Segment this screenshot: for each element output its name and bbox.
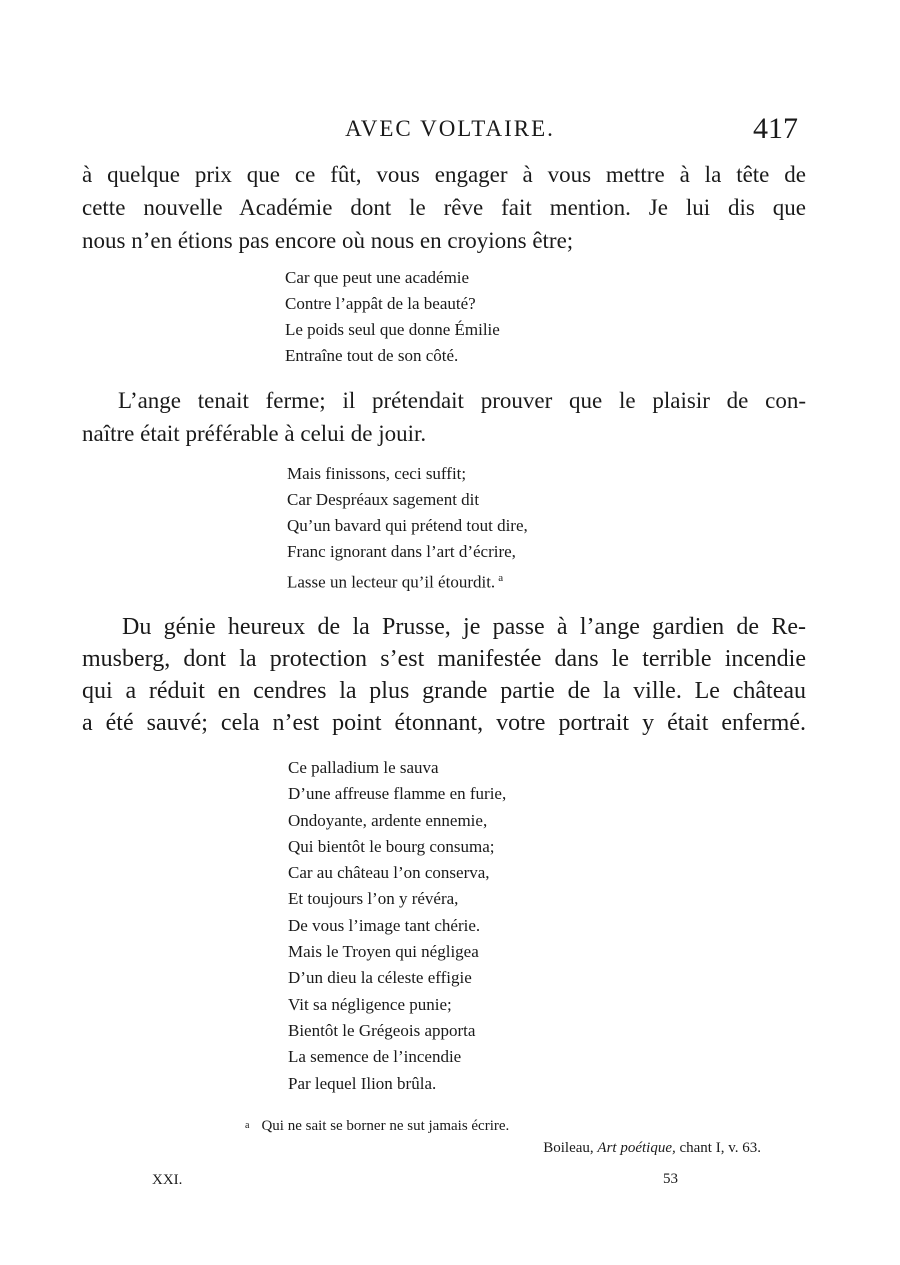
citation-work: Art poétique, (597, 1140, 676, 1156)
paragraph-3 (82, 611, 806, 739)
running-title: AVEC VOLTAIRE. (345, 116, 555, 141)
footnote (245, 1115, 765, 1159)
footnote-quote-line (245, 1115, 765, 1137)
verse-line: De vous l’image tant chérie. (288, 915, 481, 935)
verse-line-with-note (287, 565, 528, 596)
verse-line: Bientôt le Grégeois apporta (288, 1020, 476, 1040)
verse-line: D’une affreuse flamme en furie, (288, 784, 507, 804)
paragraph-line: a été sauvé; cela n’est point étonnant, votre portrait y était enfermé. (82, 710, 806, 736)
citation-author: Boileau, (543, 1140, 594, 1156)
verse-line: Contre l’appât de la beauté? (285, 294, 476, 313)
paragraph-line: nous n’en étions pas encore où nous en croyions être; (82, 228, 574, 253)
paragraph-line: naître était préférable à celui de jouir. (82, 421, 427, 446)
verse-line: Et toujours l’on y révéra, (288, 889, 459, 909)
paragraph-line: Du génie heureux de la Prusse, je passe à l’ange gardien de Re- (122, 614, 806, 640)
citation-reference: chant I, v. 63. (679, 1140, 761, 1156)
signature-mark: XXI. (152, 1172, 183, 1188)
paragraph-line: cette nouvelle Académie dont le rêve fait mention. Je lui dis que (82, 195, 806, 220)
verse-line: Car au château l’on conserva, (288, 863, 490, 883)
verse-stanza-3 (288, 755, 506, 1097)
footnote-marker: a (498, 572, 504, 584)
verse-line: Franc ignorant dans l’art d’écrire, (287, 542, 516, 561)
footnote-marker: a (245, 1120, 250, 1131)
running-head (0, 112, 900, 148)
verse-line: Par lequel Ilion brûla. (288, 1073, 437, 1093)
paragraph-line: musberg, dont la protection s’est manifestée dans le terrible incendie (82, 646, 806, 672)
footnote-citation (245, 1137, 765, 1159)
verse-line: Vit sa négligence punie; (288, 994, 452, 1014)
page-number: 417 (753, 112, 798, 145)
verse-stanza-1 (285, 265, 500, 369)
verse-line: Mais finissons, ceci suffit; (287, 464, 467, 483)
verse-line: Car que peut une académie (285, 268, 470, 287)
verse-line: Car Despréaux sagement dit (287, 490, 480, 509)
paragraph-line: qui a réduit en cendres la plus grande partie de la ville. Le château (82, 678, 806, 704)
paragraph-1 (82, 158, 806, 257)
verse-line: Ce palladium le sauva (288, 758, 439, 777)
footnote-quote: Qui ne sait se borner ne sut jamais écrire. (261, 1118, 510, 1134)
verse-line: Qui bientôt le bourg consuma; (288, 836, 495, 856)
verse-line: Mais le Troyen qui négligea (288, 942, 479, 962)
verse-line: Ondoyante, ardente ennemie, (288, 810, 488, 830)
verse-line: Le poids seul que donne Émilie (285, 320, 500, 339)
verse-line: La semence de l’incendie (288, 1047, 462, 1067)
sheet-number: 53 (663, 1171, 678, 1187)
verse-line: Qu’un bavard qui prétend tout dire, (287, 516, 528, 535)
paragraph-line: à quelque prix que ce fût, vous engager à vous mettre à la tête de (82, 162, 806, 187)
verse-stanza-2 (287, 461, 528, 596)
verse-line: Entraîne tout de son côté. (285, 346, 459, 365)
verse-line: D’un dieu la céleste effigie (288, 968, 472, 988)
paragraph-2 (82, 384, 806, 450)
paragraph-line: L’ange tenait ferme; il prétendait prouver que le plaisir de con- (118, 388, 806, 413)
verse-line: Lasse un lecteur qu’il étourdit. (287, 572, 496, 592)
